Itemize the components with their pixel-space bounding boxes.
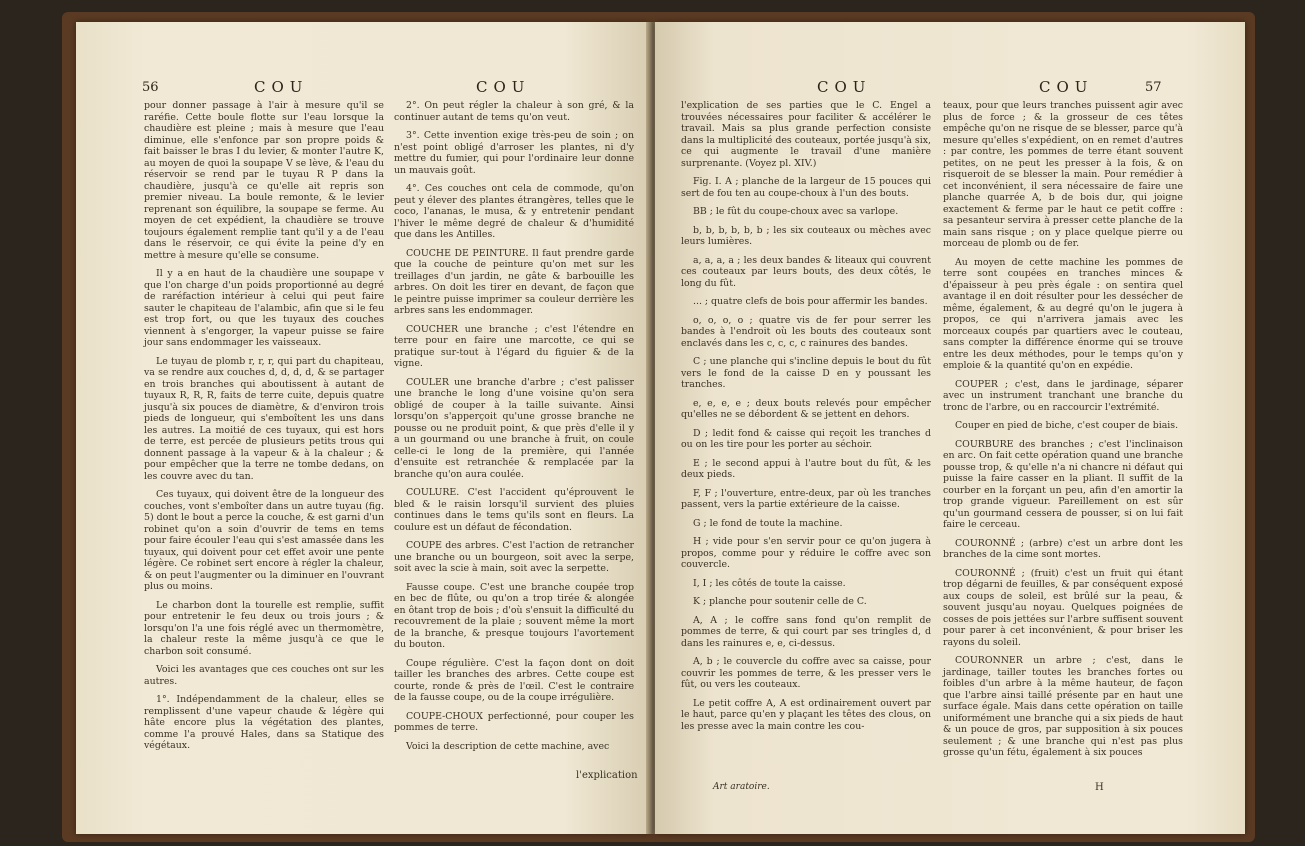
paragraph: Le charbon dont la tourelle est remplie, suffit pour entretenir le feu deux ou trois jours ; & lorsqu'on l'a une fois réglé avec un thermomètre, la chaleur reste la même jusqu'à ce que le charbon soit consumé. [144, 599, 384, 657]
paragraph: COULER une branche d'arbre ; c'est palisser une branche le long d'une voisine qu'on sera obligé de couper à la taille suivante. Ainsi lorsqu'on s'apperçoit qu'une grosse branche ne pousse ou ne produit point, & que près d'elle il y a un gourmand ou une branche à fruit, on coule celle-ci le long de la première, qui l'année d'ensuite est retranchée & remplacée par la branche qu'on aura coulée. [394, 376, 634, 480]
paragraph: Voici la description de cette machine, avec [406, 740, 610, 752]
paragraph: K ; planche pour soutenir celle de C. [693, 596, 867, 607]
paragraph: Couper en pied de biche, c'est couper de biais. [955, 420, 1179, 431]
paragraph: b, b, b, b, b, b ; les six couteaux ou mèches avec leurs lumières. [681, 224, 931, 247]
gathering-letter: H [1095, 782, 1104, 793]
running-header-left: COU [817, 78, 872, 96]
paragraph: C ; une planche qui s'incline depuis le bout du fût vers le fond de la caisse D en y poussant les tranches. [681, 356, 931, 390]
paragraph: Il y a en haut de la chaudière une soupape v que l'on charge d'un poids proportionné au degré de raréfaction intérieur à celui qui peut faire sauter le chapiteau de l'alambic, afin que si le feu est trop fort, ou que les tuyaux des couches viennent à s'engorger, la vapeur puisse se faire jour sans endommager les vaisseaux. [144, 268, 384, 348]
paragraph: teaux, pour que leurs tranches puissent agir avec plus de force ; & la grosseur de ces têtes empêche qu'on ne risque de se blesser, parce qu'à mesure qu'elles s'expédient, on en remet d'autres : par contre, les pommes de terre étant souvent petites, on ne peut les presser à la fois, & on risqueroit de se blesser la main. Pour remédier à cet inconvénient, il sera nécessaire de faire une planche quarrée A, b de bois dur, qui joigne exactement & ferme par le haut ce petit coffre : sa pesanteur servira à presser cette planche de la main sans risque ; on y place quelque pierre ou morceau de plomb ou de fer. [943, 100, 1183, 249]
paragraph: COUPE-CHOUX perfectionné, pour couper les pommes de terre. [394, 710, 634, 733]
paragraph: COUCHER une branche ; c'est l'étendre en terre pour en faire une marcotte, ce qui se pratique sur-tout à l'égard du figuier & de la vigne. [394, 323, 634, 369]
paragraph: 4°. Ces couches ont cela de commode, qu'on peut y élever des plantes étrangères, telles que le coco, l'ananas, le musa, & y entretenir pendant l'hiver le même degré de chaleur & d'humidité que dans les Antilles. [394, 183, 634, 240]
paragraph: e, e, e, e ; deux bouts relevés pour empêcher qu'elles ne se débordent & se jettent en dehors. [681, 397, 931, 420]
paragraph: G ; le fond de toute la machine. [693, 517, 843, 529]
paragraph: a, a, a, a ; les deux bandes & liteaux qui couvrent ces couteaux par leurs bouts, des deux côtés, le long du fût. [681, 254, 931, 289]
paragraph: Coupe régulière. C'est la façon dont on doit tailler les branches des arbres. Cette coupe est courte, ronde & près de l'œil. C'est le contraire de la fausse coupe, ou de la coupe irrégulière. [394, 657, 634, 703]
page-number: 57 [1145, 80, 1162, 95]
paragraph: COURONNÉ ; (fruit) c'est un fruit qui étant trop dégarni de feuilles, & par conséquent exposé aux coups de soleil, est brûlé sur la peau, & souvent jusqu'au noyau. Quelques poignées de cosses de pois jettées sur l'arbre suffisent souvent pour parer à cet inconvénient, & pour briser les rayons du soleil. [943, 567, 1183, 648]
right-page [655, 22, 1245, 834]
page-number: 56 [142, 80, 159, 95]
paragraph: COURONNÉ ; (arbre) c'est un arbre dont les branches de la cime sont mortes. [943, 537, 1183, 560]
paragraph: Le petit coffre A, A est ordinairement ouvert par le haut, parce qu'en y plaçant les têtes des clous, on les presse avec la main contre les cou- [681, 697, 931, 732]
right-column-1 [681, 100, 931, 739]
paragraph: Voici les avantages que ces couches ont sur les autres. [144, 664, 384, 687]
paragraph: Fausse coupe. C'est une branche coupée trop en bec de flûte, ou qu'on a trop tirée & alongée en ôtant trop de bois ; d'où s'ensuit la difficulté du recouvrement de la plaie ; souvent même la mort de la branche, & presque toujours l'avortement du bouton. [394, 581, 634, 650]
paragraph: COUPE des arbres. C'est l'action de retrancher une branche ou un bourgeon, soit avec la serpe, soit avec la scie à main, soit avec la serpette. [394, 540, 634, 574]
left-column-2 [394, 100, 634, 759]
left-page [76, 22, 650, 834]
paragraph: BB ; le fût du coupe-choux avec sa varlope. [693, 206, 899, 217]
paragraph: Fig. I. A ; planche de la largeur de 15 pouces qui sert de fou ten au coupe-choux à l'un des bouts. [681, 176, 931, 199]
paragraph: o, o, o, o ; quatre vis de fer pour serrer les bandes à l'endroit où les bouts des couteaux sont enclavés dans les c, c, c, c rainures des bandes. [681, 314, 931, 349]
paragraph: pour donner passage à l'air à mesure qu'il se raréfie. Cette boule flotte sur l'eau lorsque la chaudière est pleine ; mais à mesure que l'eau diminue, elle s'enfonce par son propre poids & fait baisser le bras I du levier, & monter l'autre K, au moyen de quoi la soupape V se lève, & l'eau du réservoir se rend par le tuyau R P dans la chaudière, jusqu'à ce qu'elle ait repris son premier niveau. La boule remonte, & le levier reprenant son équilibre, la soupape se ferme. Au moyen de cet expédient, la chaudière se trouve toujours également remplie tant qu'il y a de l'eau dans le réservoir, ce qui évite la peine d'y en mettre à mesure qu'elle se consume. [144, 100, 384, 261]
paragraph: Le tuyau de plomb r, r, r, qui part du chapiteau, va se rendre aux couches d, d, d, d, & se partager en trois branches qui aboutissent à autant de tuyaux R, R, R, faits de terre cuite, depuis quatre jusqu'à six pouces de diamètre, & d'environ trois pieds de longueur, qui s'emboîtent les uns dans les autres. La moitié de ces tuyaux, qui est hors de terre, est percée de plusieurs petits trous qui donnent passage à la vapeur & à la chaleur ; & pour empêcher que la terre ne tombe dedans, on les couvre avec du tan. [144, 355, 384, 482]
paragraph: 1°. Indépendamment de la chaleur, elles se remplissent d'une vapeur chaude & légère qui hâte encore plus la végétation des plantes, comme l'a prouvé Hales, dans sa Statique des végétaux. [144, 694, 384, 751]
running-header-right: COU [476, 78, 531, 96]
paragraph: COUCHE DE PEINTURE. Il faut prendre garde que la couche de peinture qu'on met sur les treillages d'un jardin, ne gâte & barbouille les arbres. On doit les tirer en devant, de façon que le peintre puisse imprimer sa couleur derrière les arbres sans les endommager. [394, 247, 634, 316]
paragraph: D ; ledit fond & caisse qui reçoit les tranches d ou on les tire pour les porter au séchoir. [681, 427, 931, 450]
paragraph: 3°. Cette invention exige très-peu de soin ; on n'est point obligé d'arroser les plantes, ni d'y mettre du fumier, qui pour l'ordinaire leur donne un mauvais goût. [394, 130, 634, 176]
paragraph: COURONNER un arbre ; c'est, dans le jardinage, tailler toutes les branches fortes ou foibles d'un arbre à la même hauteur, de façon que l'arbre ainsi taillé présente par en haut une surface égale. Mais dans cette opération on taille uniformément une branche qui a six pieds de haut & un pouce de gros, par supposition à six pouces seulement ; & une branche qui n'est pas plus grosse qu'un fétu, également à six pouces [943, 655, 1183, 758]
paragraph: E ; le second appui à l'autre bout du fût, & les deux pieds. [681, 457, 931, 480]
paragraph: l'explication de ses parties que le C. Engel a trouvées nécessaires pour faciliter & accélérer le travail. Mais sa plus grande perfection consiste dans la multiplicité des couteaux, portée jusqu'à six, ce qui augmente le travail d'une manière surprenante. (Voyez pl. XIV.) [681, 100, 931, 169]
paragraph: COULURE. C'est l'accident qu'éprouvent le bled & le raisin lorsqu'il survient des pluies continues dans le tems qu'ils sont en fleurs. La coulure est un défaut de fécondation. [394, 487, 634, 533]
paragraph: 2°. On peut régler la chaleur à son gré, & la continuer autant de tems qu'on veut. [394, 100, 634, 123]
right-column-2 [943, 100, 1183, 766]
paragraph: Ces tuyaux, qui doivent être de la longueur des couches, vont s'emboîter dans un autre tuyau (fig. 5) dont le bout a perce la couche, & est garni d'un robinet qu'on a soin d'ouvrir de tems en tems pour faire écouler l'eau qui s'est amassée dans les tuyaux, qui doivent pour cet effet avoir une pente légère. Ce robinet sert encore à régler la chaleur, & on peut l'augmenter ou la diminuer en l'ouvrant plus ou moins. [144, 489, 384, 592]
paragraph: A, A ; le coffre sans fond qu'on remplit de pommes de terre, & qui court par ses tringles d, d dans les rainures e, e, ci-dessus. [681, 614, 931, 649]
signature-mark: Art aratoire. [713, 782, 770, 792]
paragraph: Au moyen de cette machine les pommes de terre sont coupées en tranches minces & d'épaisseur à peu près égale : on sentira quel avantage il en doit résulter pour les dessécher de même, également, & au degré qu'on le jugera à propos, ce qui n'arrivera jamais avec les morceaux coupés par quartiers avec le couteau, sans compter la différence énorme qui se trouve entre les deux méthodes, pour le temps qu'on y emploie & la quantité qu'on en expédie. [943, 256, 1183, 371]
paragraph: H ; vide pour s'en servir pour ce qu'on jugera à propos, comme pour y réduire le coffre avec son couvercle. [681, 536, 931, 570]
paragraph: COUPER ; c'est, dans le jardinage, séparer avec un instrument tranchant une branche du tronc de l'arbre, ou en raccourcir l'extrémité. [943, 378, 1183, 413]
left-column-1 [144, 100, 384, 759]
paragraph: F, F ; l'ouverture, entre-deux, par où les tranches passent, vers la partie extérieure de la caisse. [681, 487, 931, 510]
running-header-right: COU [1039, 78, 1094, 96]
paragraph: I, I ; les côtés de toute la caisse. [693, 577, 846, 589]
catchword: l'explication [576, 770, 638, 781]
running-header-left: COU [254, 78, 309, 96]
paragraph: A, b ; le couvercle du coffre avec sa caisse, pour couvrir les pommes de terre, & les presser vers le fût, ou vers les couteaux. [681, 656, 931, 690]
paragraph: COURBURE des branches ; c'est l'inclinaison en arc. On fait cette opération quand une branche pousse trop, & qu'elle n'a ni chancre ni défaut qui puisse la faire casser en la pliant. Il suffit de la courber en la forçant un peu, afin d'en amortir la trop grande vigueur. Pareillement on est sûr qu'un gourmand cessera de pousser, si on lui fait faire le cerceau. [943, 438, 1183, 530]
paragraph: ... ; quatre clefs de bois pour affermir les bandes. [693, 296, 928, 307]
